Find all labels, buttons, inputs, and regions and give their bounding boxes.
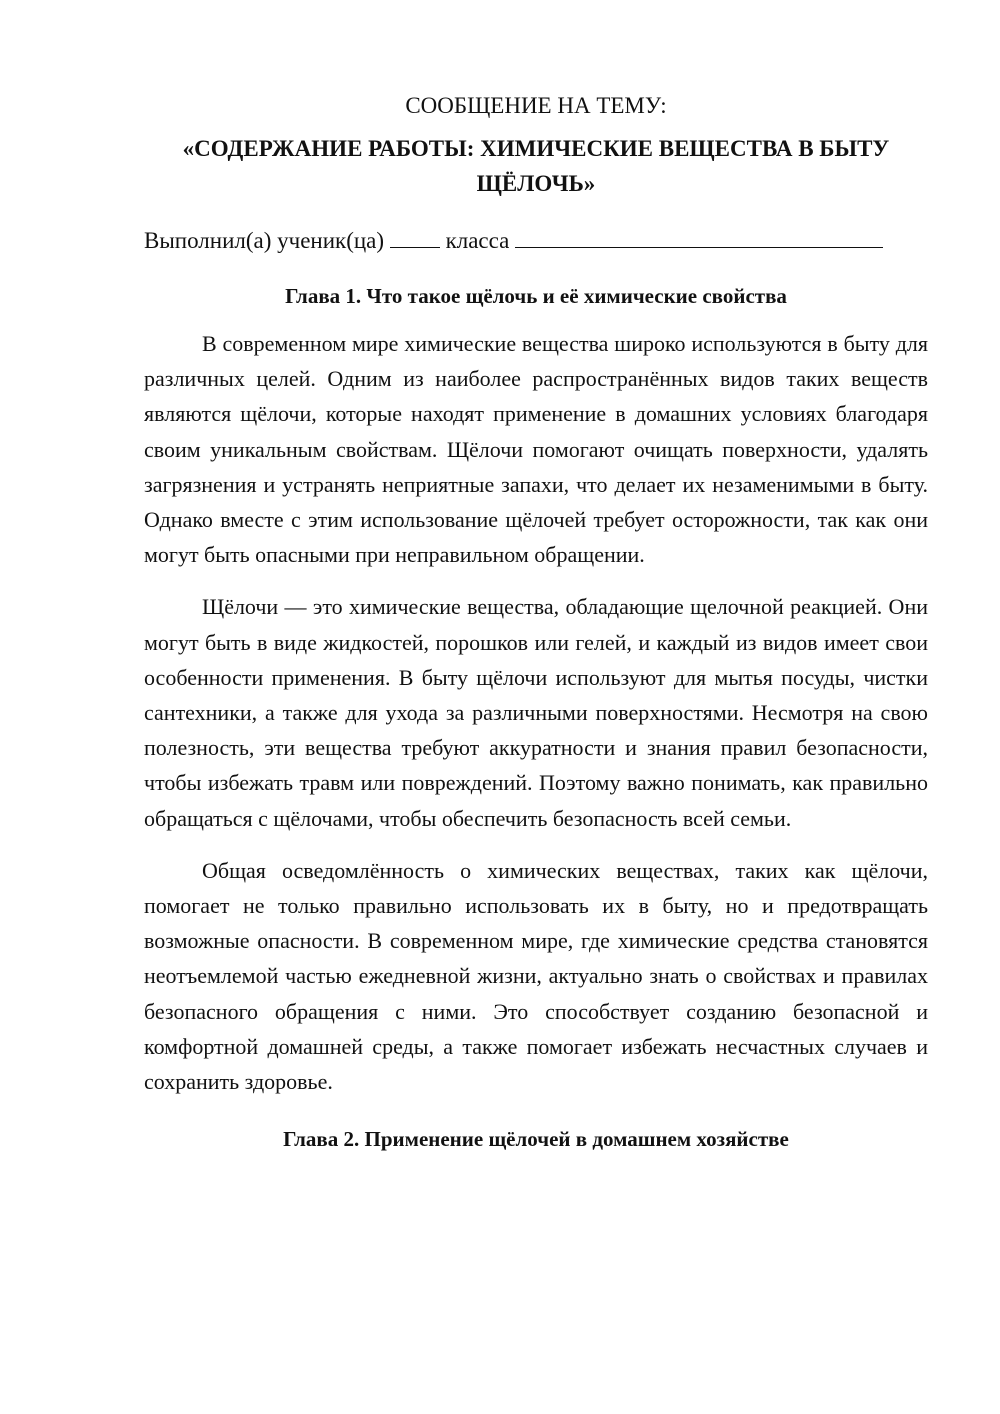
chapter-1-paragraph-3: Общая осведомлённость о химических веществах, таких как щёлочи, помогает не только правильно использовать их в быту, но и предотвращать возможные опасности. В современном мире, где химические средства становятся неотъемлемой частью ежедневной жизни, актуально знать о свойствах и правилах безопасного обращения с ними. Это способствует созданию безопасной и комфортной домашней среды, а также помогает избежать несчастных случаев и сохранить здоровье. — [144, 857, 928, 1095]
document-header: СООБЩЕНИЕ НА ТЕМУ: — [405, 93, 667, 118]
chapter-2-heading: Глава 2. Применение щёлочей в домашнем хозяйстве — [283, 1127, 789, 1152]
chapter-1-heading: Глава 1. Что такое щёлочь и её химические свойства — [285, 284, 787, 308]
grade-blank — [390, 225, 440, 248]
class-label: класса — [445, 228, 510, 253]
student-label: Выполнил(а) ученик(ца) — [144, 228, 385, 253]
document-title: «СОДЕРЖАНИЕ РАБОТЫ: ХИМИЧЕСКИЕ ВЕЩЕСТВА В БЫТУ ЩЁЛОЧЬ» — [182, 136, 890, 196]
name-blank — [515, 225, 883, 248]
chapter-1-paragraph-2: Щёлочи — это химические вещества, обладающие щелочной реакцией. Они могут быть в виде жидкостей, порошков или гелей, и каждый из видов имеет свои особенности применения. В быту щёлочи используют для мытья посуды, чистки сантехники, а также для ухода за различными поверхностями. Несмотря на свою полезность, эти вещества требуют аккуратности и знания правил безопасности, чтобы избежать травм или повреждений. Поэтому важно понимать, как правильно обращаться с щёлочами, чтобы обеспечить безопасность всей семьи. — [144, 594, 928, 831]
document-page — [144, 88, 928, 1155]
chapter-1-paragraph-1: В современном мире химические вещества широко используются в быту для различных целей. Одним из наиболее распространённых видов таких веществ являются щёлочи, которые находят применение в домашних условиях благодаря своим уникальным свойствам. Щёлочи помогают очищать поверхности, удалять загрязнения и устранять неприятные запахи, что делает их незаменимыми в быту. Однако вместе с этим использование щёлочей требует осторожности, так как они могут быть опасными при неправильном обращении. — [144, 331, 928, 568]
student-info-line — [144, 223, 928, 258]
